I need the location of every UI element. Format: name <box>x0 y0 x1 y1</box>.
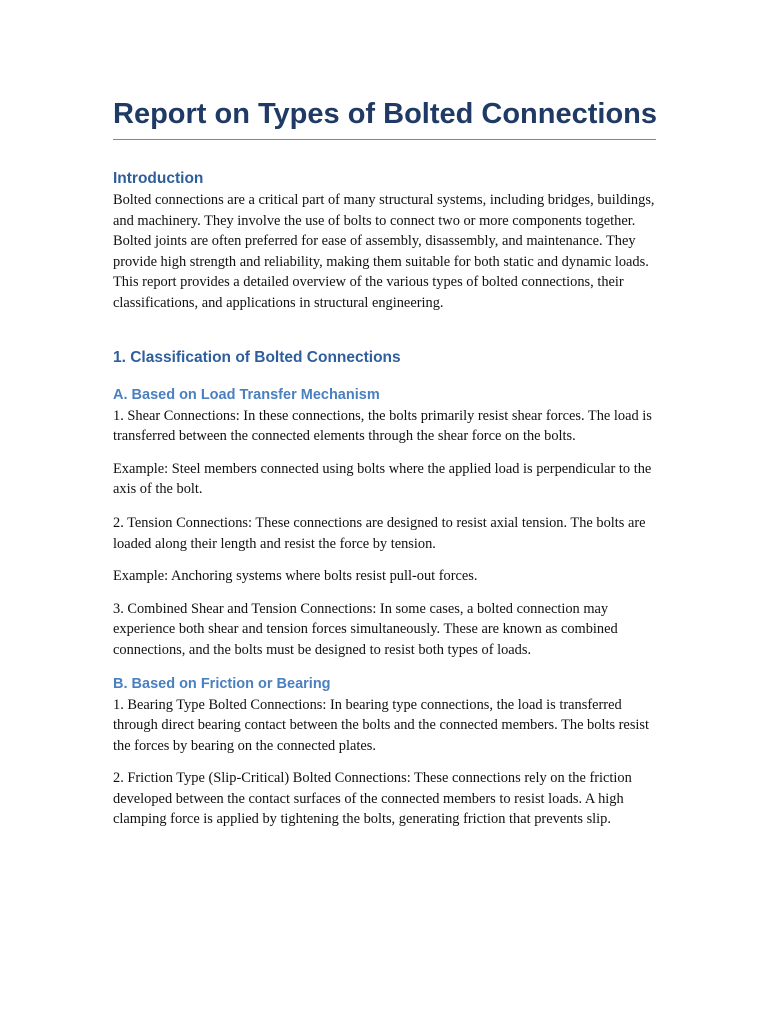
tension-example-paragraph: Example: Anchoring systems where bolts resist pull-out forces. <box>113 568 478 585</box>
combined-connections-paragraph: 3. Combined Shear and Tension Connections: In some cases, a bolted connection may experience both shear and tension forces simultaneously. These are known as combined connections, and the bolts must be designed to resist both types of loads. <box>113 600 618 658</box>
document-page <box>113 96 656 830</box>
document-title: Report on Types of Bolted Connections <box>113 96 656 140</box>
introduction-paragraph: Bolted connections are a critical part of many structural systems, including bridges, buildings, and machinery. They involve the use of bolts to connect two or more components together. Bolted joints are often preferred for ease of assembly, disassembly, and maintenance. They provide high strength and reliability, making them suitable for both static and dynamic loads. This report provides a detailed overview of the various types of bolted connections, their classifications, and applications in structural engineering. <box>113 192 655 311</box>
shear-example-paragraph: Example: Steel members connected using bolts where the applied load is perpendicular to the axis of the bolt. <box>113 460 652 498</box>
load-transfer-heading: A. Based on Load Transfer Mechanism <box>113 386 380 403</box>
friction-type-paragraph: 2. Friction Type (Slip-Critical) Bolted Connections: These connections rely on the friction developed between the contact surfaces of the connected members to resist loads. A high clamping force is applied by tightening the bolts, generating friction that prevents slip. <box>113 770 632 828</box>
classification-heading: 1. Classification of Bolted Connections <box>113 348 401 366</box>
shear-connections-paragraph: 1. Shear Connections: In these connections, the bolts primarily resist shear forces. The load is transferred between the connected elements through the shear force on the bolts. <box>113 407 652 445</box>
introduction-heading: Introduction <box>113 170 204 187</box>
friction-bearing-heading: B. Based on Friction or Bearing <box>113 675 331 692</box>
bearing-type-paragraph: 1. Bearing Type Bolted Connections: In bearing type connections, the load is transferred through direct bearing contact between the bolts and the connected members. The bolts resist the forces by bearing on the connected plates. <box>113 696 650 754</box>
tension-connections-paragraph: 2. Tension Connections: These connections are designed to resist axial tension. The bolts are loaded along their length and resist the force by tension. <box>113 514 646 552</box>
